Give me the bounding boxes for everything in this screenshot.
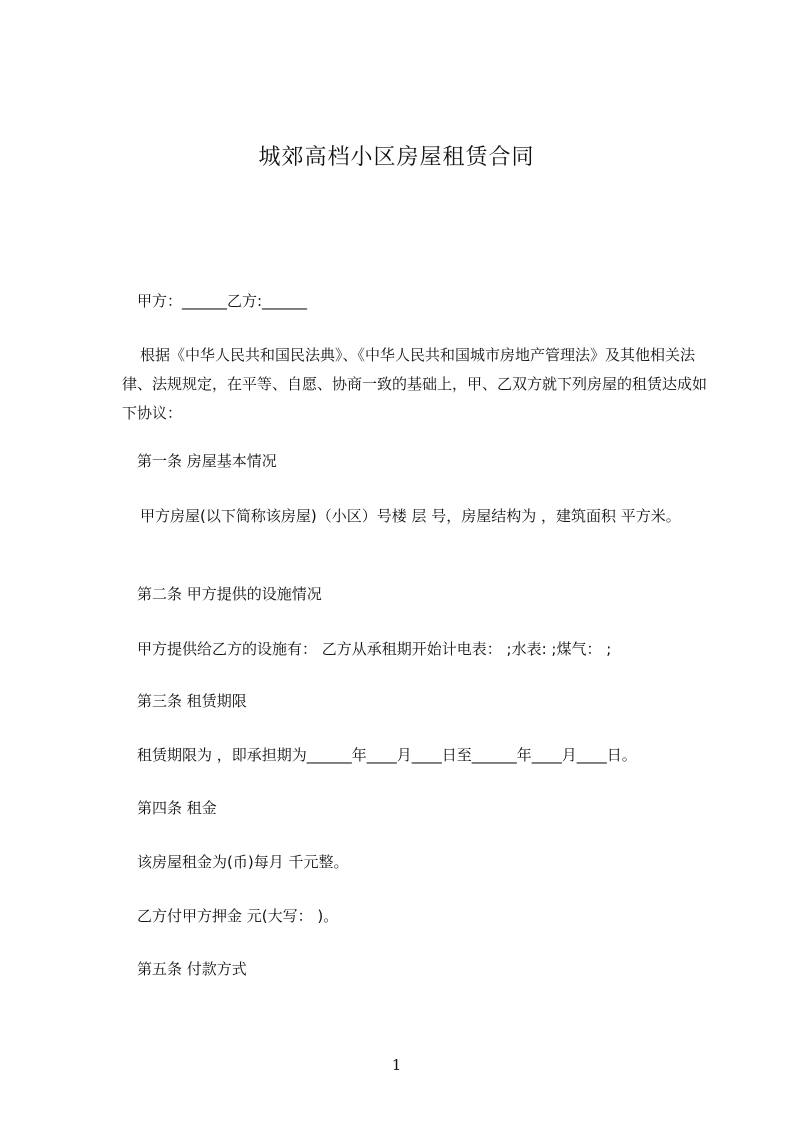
article-1-body: 甲方房屋(以下简称该房屋)（小区）号楼 层 号，房屋结构为 ，建筑面积 平方米。 [140,507,681,525]
document-title: 城郊高档小区房屋租赁合同 [258,145,535,170]
article-2-heading: 第二条 甲方提供的设施情况 [137,585,322,603]
article-4-heading: 第四条 租金 [137,799,217,817]
article-3-body: 租赁期限为 ，即承担期为______年____月____日至______年____月____日。 [137,746,637,764]
article-4-deposit: 乙方付甲方押金 元(大写： )。 [137,907,339,925]
article-1-heading: 第一条 房屋基本情况 [137,452,277,470]
page-number: 1 [391,1056,402,1074]
article-3-heading: 第三条 租赁期限 [137,692,247,710]
parties-line: 甲方：______乙方:______ [137,292,308,310]
article-4-rent: 该房屋租金为(币)每月 千元整。 [137,853,349,871]
article-2-body: 甲方提供给乙方的设施有： 乙方从承租期开始计电表： ;水表: ;煤气： ; [137,640,612,658]
article-5-heading: 第五条 付款方式 [137,960,247,978]
preamble-paragraph: 根据《中华人民共和国民法典》、《中华人民共和国城市房地产管理法》及其他相关法律、法规规定，在平等、自愿、协商一致的基础上，甲、乙双方就下列房屋的租赁达成如下协议： [122,346,708,422]
